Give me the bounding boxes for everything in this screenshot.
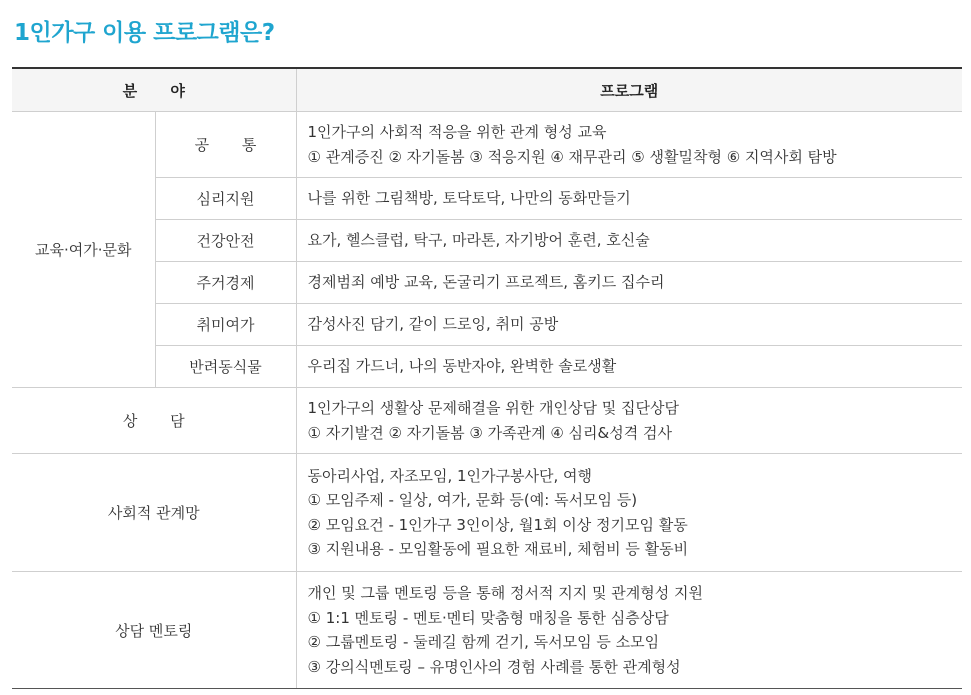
- program-line: 경제범죄 예방 교육, 돈굴리기 프로젝트, 홈키드 집수리: [307, 273, 665, 292]
- program-line: 감성사진 담기, 같이 드로잉, 취미 공방: [307, 315, 559, 334]
- table-row: [12, 112, 962, 178]
- subcategory-health: 건강안전: [155, 220, 296, 262]
- program-cell: [296, 572, 962, 689]
- table-row: [12, 220, 962, 262]
- program-cell: [296, 388, 962, 454]
- program-line: ① 모임주제 - 일상, 여가, 문화 등(예: 독서모임 등): [307, 491, 638, 509]
- program-line: 1인가구의 사회적 적응을 위한 관계 형성 교육: [307, 123, 607, 141]
- page-title: 1인가구 이용 프로그램은?: [14, 20, 275, 46]
- subcategory-housing: 주거경제: [155, 262, 296, 304]
- table-row: [12, 388, 962, 454]
- program-line: ② 모임요건 - 1인가구 3인이상, 월1회 이상 정기모임 활동: [307, 515, 688, 534]
- program-cell: [296, 346, 962, 388]
- program-cell: [296, 304, 962, 346]
- program-line: 우리집 가드너, 나의 동반자야, 완벽한 솔로생활: [307, 357, 617, 376]
- subcategory-psych: 심리지원: [155, 178, 296, 220]
- program-line: 요가, 헬스클럽, 탁구, 마라톤, 자기방어 훈련, 호신술: [307, 231, 650, 250]
- table-row: [12, 304, 962, 346]
- table-row: [12, 262, 962, 304]
- category-social: 사회적 관계망: [12, 454, 296, 572]
- program-line: ③ 지원내용 - 모임활동에 필요한 재료비, 체험비 등 활동비: [307, 540, 689, 558]
- header-program: 프로그램: [296, 68, 962, 112]
- program-line: ① 관계증진 ② 자기돌봄 ③ 적응지원 ④ 재무관리 ⑤ 생활밀착형 ⑥ 지역사회 탐방: [307, 147, 837, 166]
- program-table: [12, 67, 962, 689]
- program-cell: [296, 112, 962, 178]
- program-cell: [296, 220, 962, 262]
- program-line: ② 그룹멘토링 - 둘레길 함께 걷기, 독서모임 등 소모임: [307, 633, 660, 651]
- program-cell: [296, 178, 962, 220]
- subcategory-pets: 반려동식물: [155, 346, 296, 388]
- table-header-row: [12, 68, 962, 112]
- program-line: ③ 강의식멘토링 – 유명인사의 경험 사례를 통한 관계형성: [307, 657, 681, 676]
- subcategory-common: 공 통: [155, 112, 296, 178]
- subcategory-hobby: 취미여가: [155, 304, 296, 346]
- program-cell: [296, 262, 962, 304]
- category-mentoring: 상담 멘토링: [12, 572, 296, 689]
- program-line: ① 1:1 멘토링 - 멘토·멘티 맞춤형 매칭을 통한 심층상담: [307, 608, 669, 627]
- program-line: 1인가구의 생활상 문제해결을 위한 개인상담 및 집단상담: [307, 399, 679, 417]
- table-row: [12, 346, 962, 388]
- program-line: 개인 및 그룹 멘토링 등을 통해 정서적 지지 및 관계형성 지원: [307, 584, 703, 602]
- program-cell: [296, 454, 962, 572]
- program-line: 동아리사업, 자조모임, 1인가구봉사단, 여행: [307, 466, 592, 485]
- header-field: 분 야: [12, 68, 296, 112]
- category-counseling: 상 담: [12, 388, 296, 454]
- program-line: 나를 위한 그림책방, 토닥토닥, 나만의 동화만들기: [307, 189, 631, 208]
- table-row: [12, 454, 962, 572]
- category-education: 교육·여가·문화: [12, 112, 155, 388]
- table-row: [12, 178, 962, 220]
- program-line: ① 자기발견 ② 자기돌봄 ③ 가족관계 ④ 심리&성격 검사: [307, 423, 672, 442]
- table-row: [12, 572, 962, 689]
